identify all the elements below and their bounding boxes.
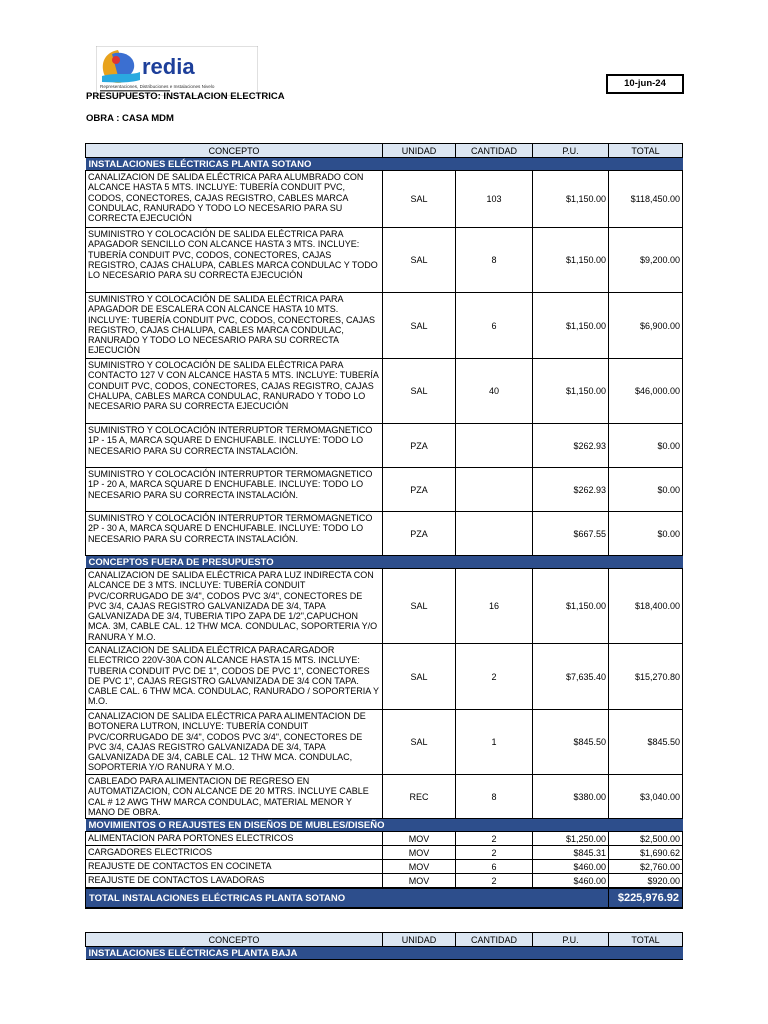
table-row: [86, 569, 683, 644]
table-row: [86, 512, 683, 556]
concept-cell: SUMINISTRO Y COLOCACIÓN INTERRUPTOR TERMOMAGNETICO 2P - 30 A, MARCA SQUARE D ENCHUFABLE. INCLUYE: TODO LO NECESARIO PARA SU CORRECTA INSTALACIÓN.: [86, 512, 383, 556]
budget-title: PRESUPUESTO: INSTALACION ELECTRICA: [86, 91, 285, 102]
concept-cell: SUMINISTRO Y COLOCACIÓN DE SALIDA ELÉCTRICA PARA CONTACTO 127 V CON ALCANCE HASTA 5 MTS. INCLUYE: TUBERÍA CONDUIT PVC, CODOS, CONECTORES, CAJAS REGISTRO, CAJAS CHALUPA, CABLES MARCA CONDULAC, RANURADO Y TODO LO NECESARIO PARA SU CORRECTA EJECUCIÓN: [86, 359, 383, 424]
table-row: [86, 293, 683, 359]
unit-cell: SAL: [383, 569, 456, 644]
col-header-concept: CONCEPTO: [86, 144, 383, 158]
unit-cell: SAL: [383, 171, 456, 228]
pu-cell: $845.31: [533, 846, 609, 860]
unit-cell: SAL: [383, 293, 456, 359]
qty-cell: 8: [456, 775, 533, 819]
concept-cell: SUMINISTRO Y COLOCACIÓN DE SALIDA ELÉCTRICA PARA APAGADOR DE ESCALERA CON ALCANCE HASTA 10 MTS. INCLUYE: TUBERÍA CONDUIT PVC, CODOS, CONECTORES, CAJAS REGISTRO, CAJAS CHALUPA, CABLES MARCA CONDULAC, RANURADO Y TODO LO NECESARIO PARA SU CORRECTA EJECUCIÓN: [86, 293, 383, 359]
pu-cell: $1,150.00: [533, 359, 609, 424]
total-cell: $0.00: [609, 512, 683, 556]
table-row: [86, 468, 683, 512]
pu-cell: $1,150.00: [533, 228, 609, 293]
pu-cell: $380.00: [533, 775, 609, 819]
qty-cell: [456, 512, 533, 556]
project-title: OBRA : CASA MDM: [86, 113, 174, 124]
budget-table: [85, 143, 683, 909]
total-cell: $6,900.00: [609, 293, 683, 359]
table-row: [86, 874, 683, 889]
table-row: [86, 860, 683, 874]
qty-cell: 2: [456, 846, 533, 860]
qty-cell: 16: [456, 569, 533, 644]
qty-cell: 40: [456, 359, 533, 424]
concept-cell: CANALIZACION DE SALIDA ELÉCTRICA PARA ALUMBRADO CON ALCANCE HASTA 5 MTS. INCLUYE: TUBERÍA CONDUIT PVC, CODOS, CONECTORES, CAJAS REGISTRO, CABLES MARCA CONDULAC, RANURADO Y TODO LO NECESARIO PARA SU CORRECTA EJECUCIÓN: [86, 171, 383, 228]
table-row: [86, 775, 683, 819]
logo-wordmark: redia: [142, 54, 195, 79]
total-cell: $3,040.00: [609, 775, 683, 819]
col-header-total: TOTAL: [609, 144, 683, 158]
qty-cell: 2: [456, 644, 533, 710]
concept-cell: CARGADORES ELECTRICOS: [86, 846, 383, 860]
table-row: [86, 846, 683, 860]
concept-cell: SUMINISTRO Y COLOCACIÓN INTERRUPTOR TERMOMAGNETICO 1P - 15 A, MARCA SQUARE D ENCHUFABLE. INCLUYE: TODO LO NECESARIO PARA SU CORRECTA INSTALACIÓN.: [86, 424, 383, 468]
concept-cell: CABLEADO PARA ALIMENTACION DE REGRESO EN AUTOMATIZACION, CON ALCANCE DE 20 MTRS. INCLUYE CABLE CAL # 12 AWG THW MARCA CONDULAC, MATERIAL MENOR Y MANO DE OBRA.: [86, 775, 383, 819]
col-header-qty: CANTIDAD: [456, 933, 533, 947]
qty-cell: [456, 424, 533, 468]
pu-cell: $7,635.40: [533, 644, 609, 710]
concept-cell: SUMINISTRO Y COLOCACIÓN DE SALIDA ELÉCTRICA PARA APAGADOR SENCILLO CON ALCANCE HASTA 3 MTS. INCLUYE: TUBERÍA CONDUIT PVC, CODOS, CONECTORES, CAJAS REGISTRO, CAJAS CHALUPA, CABLES MARCA CONDULAC Y TODO LO NECESARIO PARA SU CORRECTA EJECUCIÓN: [86, 228, 383, 293]
section-row: [86, 819, 683, 832]
total-cell: $845.50: [609, 710, 683, 775]
pu-cell: $460.00: [533, 860, 609, 874]
pu-cell: $845.50: [533, 710, 609, 775]
pu-cell: $262.93: [533, 468, 609, 512]
qty-cell: [456, 468, 533, 512]
unit-cell: MOV: [383, 832, 456, 846]
table-row: [86, 644, 683, 710]
total-cell: $2,500.00: [609, 832, 683, 846]
total-label: TOTAL INSTALACIONES ELÉCTRICAS PLANTA SOTANO: [86, 888, 609, 908]
col-header-unit: UNIDAD: [383, 933, 456, 947]
total-row: [86, 888, 683, 908]
pu-cell: $460.00: [533, 874, 609, 889]
pu-cell: $667.55: [533, 512, 609, 556]
section-title: INSTALACIONES ELÉCTRICAS PLANTA BAJA: [86, 947, 683, 960]
total-cell: $920.00: [609, 874, 683, 889]
unit-cell: SAL: [383, 710, 456, 775]
concept-cell: CANALIZACION DE SALIDA ELÉCTRICA PARA ALIMENTACION DE BOTONERA LUTRON, INCLUYE: TUBERÍA CONDUIT PVC/CORRUGADO DE 3/4", CODOS PVC 3/4", CONECTORES DE PVC 3/4, CAJAS REGISTRO GALVANIZADA DE 3/4, TAPA GALVANIZADA DE 3/4, CABLE CAL. 12 THW MCA. CONDULAC, SOPORTERIA Y/O RANURA Y M.O.: [86, 710, 383, 775]
section-row: [86, 158, 683, 171]
unit-cell: PZA: [383, 424, 456, 468]
qty-cell: 2: [456, 874, 533, 889]
col-header-total: TOTAL: [609, 933, 683, 947]
table-row: [86, 171, 683, 228]
section-row: [86, 556, 683, 569]
qty-cell: 2: [456, 832, 533, 846]
total-cell: $2,760.00: [609, 860, 683, 874]
pu-cell: $1,150.00: [533, 293, 609, 359]
table-row: [86, 832, 683, 846]
qty-cell: 1: [456, 710, 533, 775]
col-header-unit: UNIDAD: [383, 144, 456, 158]
total-cell: $18,400.00: [609, 569, 683, 644]
total-cell: $9,200.00: [609, 228, 683, 293]
total-cell: $118,450.00: [609, 171, 683, 228]
concept-cell: CANALIZACION DE SALIDA ELÉCTRICA PARA LUZ INDIRECTA CON ALCANCE DE 3 MTS. INCLUYE: TUBERÍA CONDUIT PVC/CORRUGADO DE 3/4", CODOS PVC 3/4", CONECTORES DE PVC 3/4, CAJAS REGISTRO GALVANIZADA DE 3/4, TAPA GALVANIZADA DE 3/4, TUBERIA TIPO ZAPA DE 1/2",CAPUCHON MCA. 3M, CABLE CAL. 12 THW MCA. CONDULAC, SOPORTERIA Y/O RANURA Y M.O.: [86, 569, 383, 644]
unit-cell: MOV: [383, 846, 456, 860]
budget-table-planta-baja: [85, 932, 683, 960]
total-cell: $0.00: [609, 424, 683, 468]
section-row: [86, 947, 683, 960]
col-header-concept: CONCEPTO: [86, 933, 383, 947]
date-box: 10-jun-24: [606, 74, 684, 94]
pu-cell: $1,150.00: [533, 171, 609, 228]
concept-cell: REAJUSTE DE CONTACTOS EN COCINETA: [86, 860, 383, 874]
total-value: $225,976.92: [609, 888, 683, 908]
concept-cell: ALIMENTACION PARA PORTONES ELECTRICOS: [86, 832, 383, 846]
concept-cell: SUMINISTRO Y COLOCACIÓN INTERRUPTOR TERMOMAGNETICO 1P - 20 A, MARCA SQUARE D ENCHUFABLE. INCLUYE: TODO LO NECESARIO PARA SU CORRECTA INSTALACIÓN.: [86, 468, 383, 512]
unit-cell: SAL: [383, 228, 456, 293]
col-header-qty: CANTIDAD: [456, 144, 533, 158]
table-header-row: [86, 933, 683, 947]
pu-cell: $1,250.00: [533, 832, 609, 846]
total-cell: $0.00: [609, 468, 683, 512]
qty-cell: 8: [456, 228, 533, 293]
unit-cell: PZA: [383, 512, 456, 556]
table-row: [86, 424, 683, 468]
unit-cell: SAL: [383, 359, 456, 424]
qty-cell: 103: [456, 171, 533, 228]
unit-cell: REC: [383, 775, 456, 819]
qty-cell: 6: [456, 860, 533, 874]
section-title: CONCEPTOS FUERA DE PRESUPUESTO: [86, 556, 683, 569]
qty-cell: 6: [456, 293, 533, 359]
section-title: MOVIMIENTOS O REAJUSTES EN DISEÑOS DE MUBLES/DISEÑO: [86, 819, 683, 832]
pu-cell: $262.93: [533, 424, 609, 468]
concept-cell: REAJUSTE DE CONTACTOS LAVADORAS: [86, 874, 383, 889]
total-cell: $46,000.00: [609, 359, 683, 424]
table-row: [86, 710, 683, 775]
concept-cell: CANALIZACION DE SALIDA ELÉCTRICA PARACARGADOR ELECTRICO 220V-30A CON ALCANCE HASTA 15 MTS. INCLUYE: TUBERIA CONDUIT PVC DE 1", CODOS DE PVC 1", CONECTORES DE PVC 1", CAJAS REGISTRO GALVANIZADA DE 3/4 CON TAPA. CABLE CAL. 6 THW MCA. CONDULAC, RANURADO / SOPORTERIA Y M.O.: [86, 644, 383, 710]
col-header-pu: P.U.: [533, 933, 609, 947]
table-header-row: [86, 144, 683, 158]
unit-cell: MOV: [383, 860, 456, 874]
company-logo: [96, 46, 258, 96]
table-row: [86, 359, 683, 424]
table-row: [86, 228, 683, 293]
unit-cell: PZA: [383, 468, 456, 512]
logo-tagline: Representaciones, Distribuciones e Instalaciones Nivelo: [100, 84, 215, 89]
section-title: INSTALACIONES ELÉCTRICAS PLANTA SOTANO: [86, 158, 683, 171]
col-header-pu: P.U.: [533, 144, 609, 158]
pu-cell: $1,150.00: [533, 569, 609, 644]
unit-cell: SAL: [383, 644, 456, 710]
total-cell: $1,690.62: [609, 846, 683, 860]
total-cell: $15,270.80: [609, 644, 683, 710]
unit-cell: MOV: [383, 874, 456, 889]
